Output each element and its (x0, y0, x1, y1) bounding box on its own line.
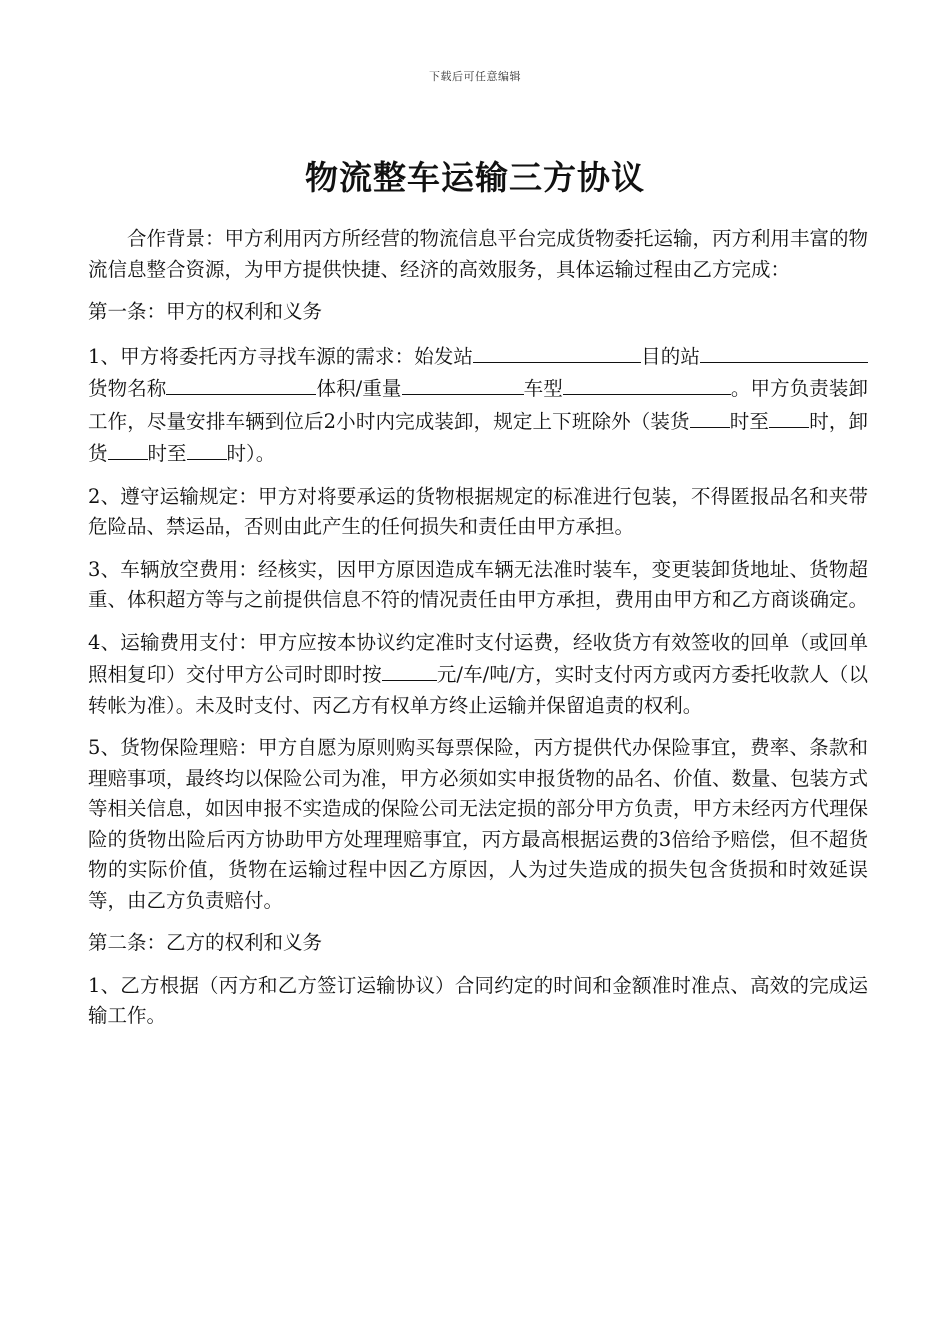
item-1-text: 目的站 (641, 344, 700, 368)
destination-station-blank (700, 340, 868, 363)
section-1-item-2: 2、遵守运输规定：甲方对将要承运的货物根据规定的标准进行包装，不得匿报品名和夹带危险品、禁运品，否则由此产生的任何损失和责任由甲方承担。 (88, 484, 868, 538)
volume-weight-blank (402, 372, 524, 395)
section-1-item-4 (88, 628, 868, 722)
item-1-text: 时，卸货 (88, 409, 868, 465)
section-1-item-5: 5、货物保险理赔：甲方自愿为原则购买每票保险，丙方提供代办保险事宜，费率、条款和理赔事项，最终均以保险公司为准，甲方必须如实申报货物的品名、价值、数量、包装方式等相关信息，如因申报不实造成的保险公司无法定损的部分甲方负责，甲方未经丙方代理保险的货物出险后丙方协助甲方处理理赔事宜，丙方最高根据运费的3倍给予赔偿，但不超货物的实际价值，货物在运输过程中因乙方原因，人为过失造成的损失包含货损和时效延误等，由乙方负责赔付。 (88, 736, 869, 912)
unloading-end-blank (187, 437, 227, 460)
loading-end-blank (769, 405, 809, 428)
goods-name-blank (166, 372, 316, 395)
document-title: 物流整车运输三方协议 (305, 158, 645, 197)
freight-rate-blank (382, 658, 437, 681)
unloading-start-blank (108, 437, 148, 460)
section-1-item-1 (88, 340, 868, 470)
item-1-text: 。甲方负责装卸工作，尽量安排车辆到位后2小时内完成装卸，规定上下班除外（装货 (88, 377, 868, 433)
item-1-text: 时至 (147, 442, 187, 465)
origin-station-blank (473, 340, 641, 363)
vehicle-type-blank (563, 372, 731, 395)
item-1-text: 车型 (523, 377, 563, 400)
background-paragraph: 合作背景：甲方利用丙方所经营的物流信息平台完成货物委托运输，丙方利用丰富的物流信息整合资源，为甲方提供快捷、经济的高效服务，具体运输过程由乙方完成： (88, 227, 869, 281)
loading-start-blank (690, 405, 730, 428)
item-4-text: 4、运输费用支付：甲方应按本协议约定准时支付运费，经收货方有效签收的回单（或回单照相复印）交付甲方公司时即时按 (88, 630, 868, 686)
section-1-item-3: 3、车辆放空费用：经核实，因甲方原因造成车辆无法准时装车，变更装卸货地址、货物超重、体积超方等与之前提供信息不符的情况责任由甲方承担，费用由甲方和乙方商谈确定。 (88, 557, 869, 611)
section-2-heading: 第二条：乙方的权利和义务 (88, 931, 323, 954)
section-1-heading: 第一条：甲方的权利和义务 (88, 300, 323, 323)
item-1-text: 1、甲方将委托丙方寻找车源的需求：始发站 (88, 344, 474, 368)
section-2-item-1: 1、乙方根据（丙方和乙方签订运输协议）合同约定的时间和金额准时准点、高效的完成运输工作。 (88, 973, 868, 1027)
document-body (88, 224, 868, 1044)
item-1-text: 体积/重量 (316, 377, 402, 400)
page-header-note: 下载后可任意编辑 (429, 70, 521, 83)
item-1-text: 货物名称 (88, 377, 167, 400)
item-1-text: 时至 (729, 409, 770, 433)
item-1-text: 时）。 (226, 442, 276, 465)
item-4-text: 元/车/吨/方，实时支付丙方或丙方委托收款人（以转帐为准）。未及时支付、丙乙方有权单方终止运输并保留追责的权利。 (88, 663, 868, 717)
